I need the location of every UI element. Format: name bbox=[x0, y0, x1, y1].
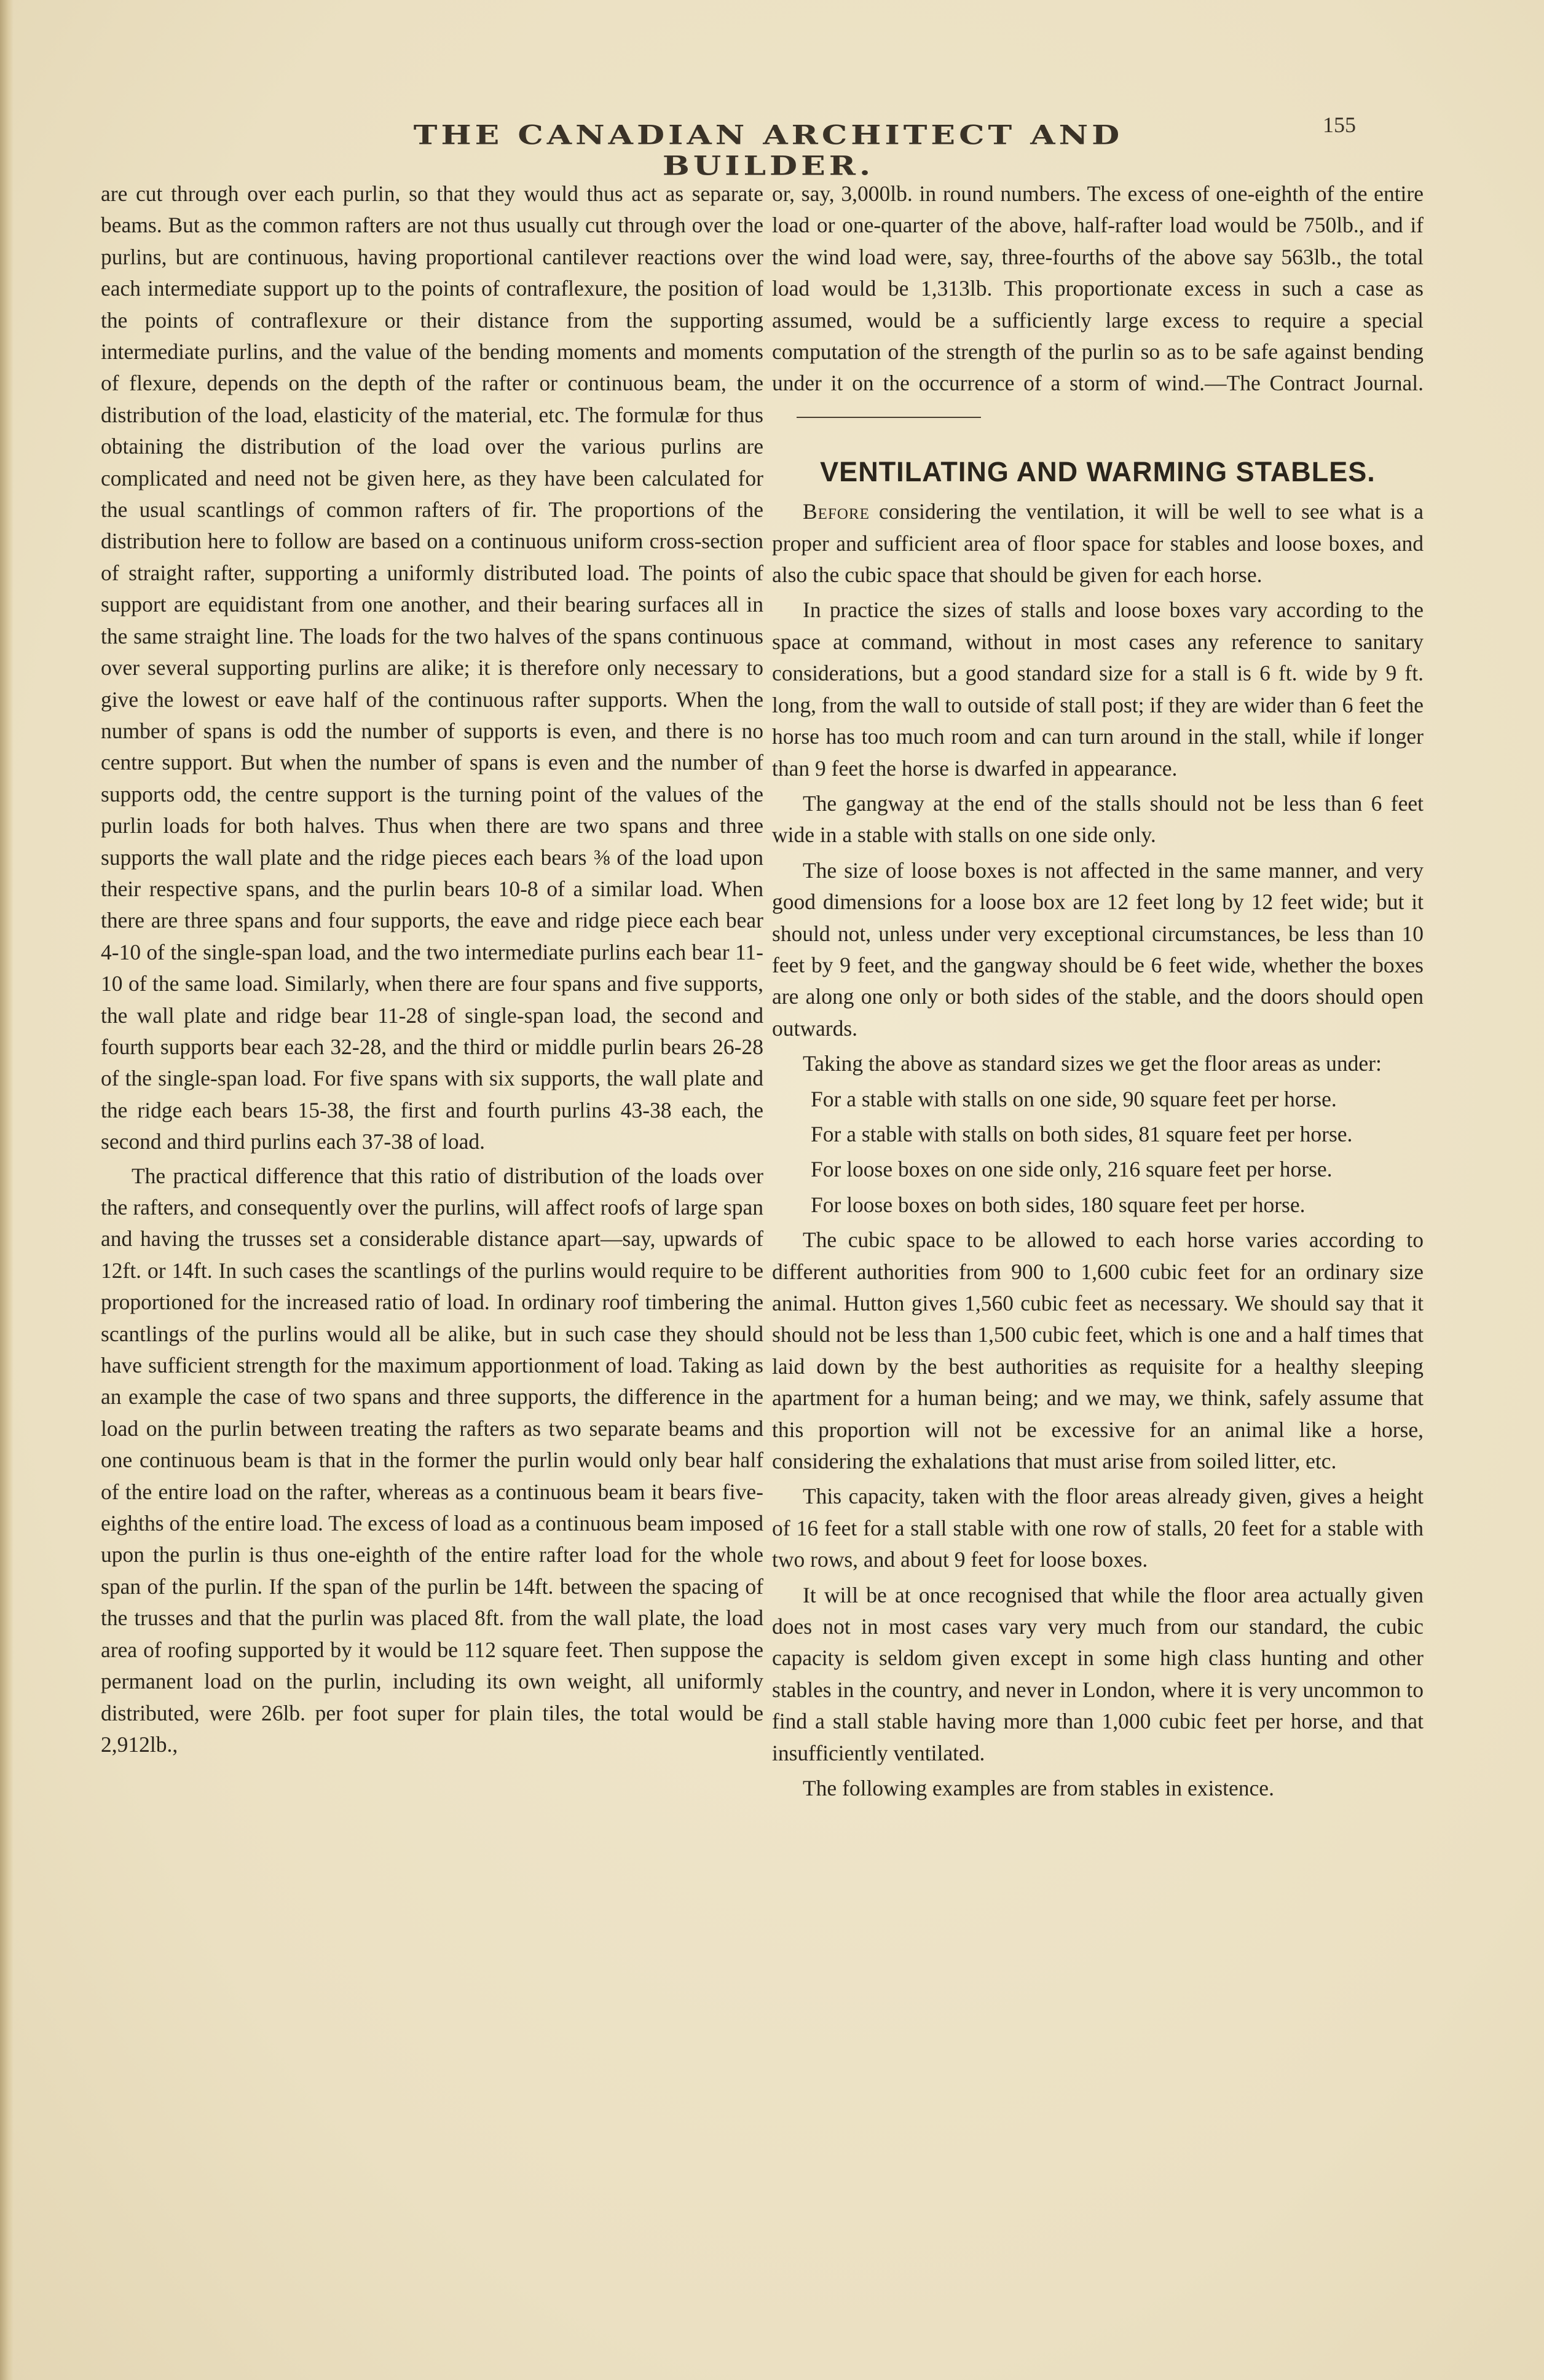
paragraph: The size of loose boxes is not affected in the same manner, and very good dimensions for a loose box are 12 feet long by 12 feet wide; but it should not, unless under very exceptional circumstances, be less than 10 feet by 9 feet, and the gangway should be 6 feet wide, whether the boxes are along one only or both sides of the stable, and the doors should open outwards. bbox=[772, 857, 1424, 1041]
article-end-rule bbox=[797, 417, 981, 418]
right-column bbox=[772, 178, 1424, 1805]
list-item: For loose boxes on one side only, 216 square feet per horse. bbox=[811, 1157, 1333, 1182]
page-binding-edge bbox=[0, 0, 14, 2380]
list-item: For loose boxes on both sides, 180 square feet per horse. bbox=[811, 1192, 1306, 1217]
running-header: THE CANADIAN ARCHITECT AND BUILDER. bbox=[413, 120, 1124, 182]
paragraph: Taking the above as standard sizes we get the floor areas as under: bbox=[803, 1051, 1382, 1076]
list-item: For a stable with stalls on one side, 90 square feet per horse. bbox=[811, 1086, 1337, 1111]
paragraph-continuation bbox=[772, 178, 1424, 431]
paragraph: The gangway at the end of the stalls should not be less than 6 feet wide in a stable with stalls on one side only. bbox=[772, 790, 1424, 848]
paragraph: The practical difference that this ratio of distribution of the loads over the rafters, and consequently over the purlins, will affect roofs of large span and having the trusses set a considerable distance apart—say, upwards of 12ft. or 14ft. In such cases the scantlings of the purlins would require to be proportioned for the increased ratio of load. In ordinary roof timbering the scantlings of the purlins would all be alike, but in such case they should have sufficient strength for the maximum apportionment of load. Taking as an example the case of two spans and three supports, the difference in the load on the purlin between treating the rafters as two separate beams and one continuous beam is that in the former the purlin would only bear half of the entire load on the rafter, whereas as a continuous beam it bears five-eighths of the entire load. The excess of load as a continuous beam imposed upon the purlin is thus one-eighth of the entire rafter load for the whole span of the purlin. If the span of the purlin be 14ft. between the spacing of the trusses and that the purlin was placed 8ft. from the wall plate, the load area of roofing supported by it would be 112 square feet. Then suppose the permanent load on the purlin, including its own weight, all uniformly distributed, were 26lb. per foot super for plain tiles, the total would be 2,912lb., bbox=[101, 1163, 763, 1757]
paragraph-continuation-text: or, say, 3,000lb. in round numbers. The excess of one-eighth of the entire load or one-quarter of the above, half-rafter load would be 750lb., and if the wind load were, say, three-fourths of the above say 563lb., the total load would be 1,313lb. This proportionate excess in such a case as assumed, would be a sufficiently large excess to require a special computation of the strength of the purlin so as to be safe against bending under it on the occurrence of a storm of wind.—The Contract Journal. bbox=[772, 181, 1424, 396]
section-title: VENTILATING AND WARMING STABLES. bbox=[820, 456, 1376, 488]
left-column bbox=[101, 178, 763, 1760]
paragraph: It will be at once recognised that while the floor area actually given does not in most cases vary very much from our standard, the cubic capacity is seldom given except in some high class hunting and other stables in the country, and never in London, where it is very uncommon to find a stall stable having more than 1,000 cubic feet per horse, and that insufficiently ventilated. bbox=[772, 1582, 1424, 1765]
paragraph: The following examples are from stables in existence. bbox=[803, 1776, 1274, 1801]
intro-paragraph bbox=[772, 496, 1424, 591]
paragraph: In practice the sizes of stalls and loose boxes vary according to the space at command, without in most cases any reference to sanitary considerations, but a good standard size for a stall is 6 ft. wide by 9 ft. long, from the wall to outside of stall post; if they are wider than 6 feet the horse has too much room and can turn around in the stall, while if longer than 9 feet the horse is dwarfed in appearance. bbox=[772, 597, 1424, 781]
lead-word: Before bbox=[803, 499, 870, 524]
paragraph: This capacity, taken with the floor areas already given, gives a height of 16 feet for a stall stable with one row of stalls, 20 feet for a stable with two rows, and about 9 feet for loose boxes. bbox=[772, 1484, 1424, 1572]
list-item: For a stable with stalls on both sides, 81 square feet per horse. bbox=[811, 1121, 1353, 1146]
page-number: 155 bbox=[1323, 112, 1356, 137]
paragraph: are cut through over each purlin, so that they would thus act as separate beams. But as the common rafters are not thus usually cut through over the purlins, but are continuous, having proportional cantilever reactions over each intermediate support up to the points of contraflexure, the position of the points of contraflexure or their distance from the supporting intermediate purlins, and the value of the bending moments and moments of flexure, depends on the depth of the rafter or continuous beam, the distribution of the load, elasticity of the material, etc. The formulæ for thus obtaining the distribution of the load over the various purlins are complicated and need not be given here, as they have been calculated for the usual scantlings of common rafters of fir. The proportions of the distribution here to follow are based on a continuous uniform cross-section of straight rafter, supporting a uniformly distributed load. The points of support are equidistant from one another, and their bearing surfaces all in the same straight line. The loads for the two halves of the spans continuous over several supporting purlins are alike; it is therefore only necessary to give the lowest or eave half of the continuous rafter supports. When the number of spans is odd the number of supports is even, and there is no centre support. But when the number of spans is even and the number of supports odd, the centre support is the turning point of the values of the purlin loads for both halves. Thus when there are two spans and three supports the wall plate and the ridge pieces each bears ⅜ of the load upon their respective spans, and the purlin bears 10-8 of a similar load. When there are three spans and four supports, the eave and ridge piece each bear 4-10 of the single-span load, and the two intermediate purlins each bear 11-10 of the same load. Similarly, when there are four spans and five supports, the wall plate and ridge bear 11-28 of single-span load, the second and fourth supports bear each 32-28, and the third or middle purlin bears 26-28 of the single-span load. For five spans with six supports, the wall plate and the ridge each bears 15-38, the first and fourth purlins 43-38 each, the second and third purlins each 37-38 of load. bbox=[101, 181, 763, 1154]
intro-text: considering the ventilation, it will be well to see what is a proper and sufficient area of floor space for stables and loose boxes, and also the cubic space that should be given for each horse. bbox=[772, 499, 1424, 588]
paragraph: The cubic space to be allowed to each horse varies according to different authorities from 900 to 1,600 cubic feet for an ordinary size animal. Hutton gives 1,560 cubic feet as necessary. We should say that it should not be less than 1,500 cubic feet, which is one and a half times that laid down by the best authorities as requisite for a healthy sleeping apartment for a human being; and we may, we think, safely assume that this proportion will not be excessive for an animal like a horse, considering the exhalations that must arise from soiled litter, etc. bbox=[772, 1227, 1424, 1474]
